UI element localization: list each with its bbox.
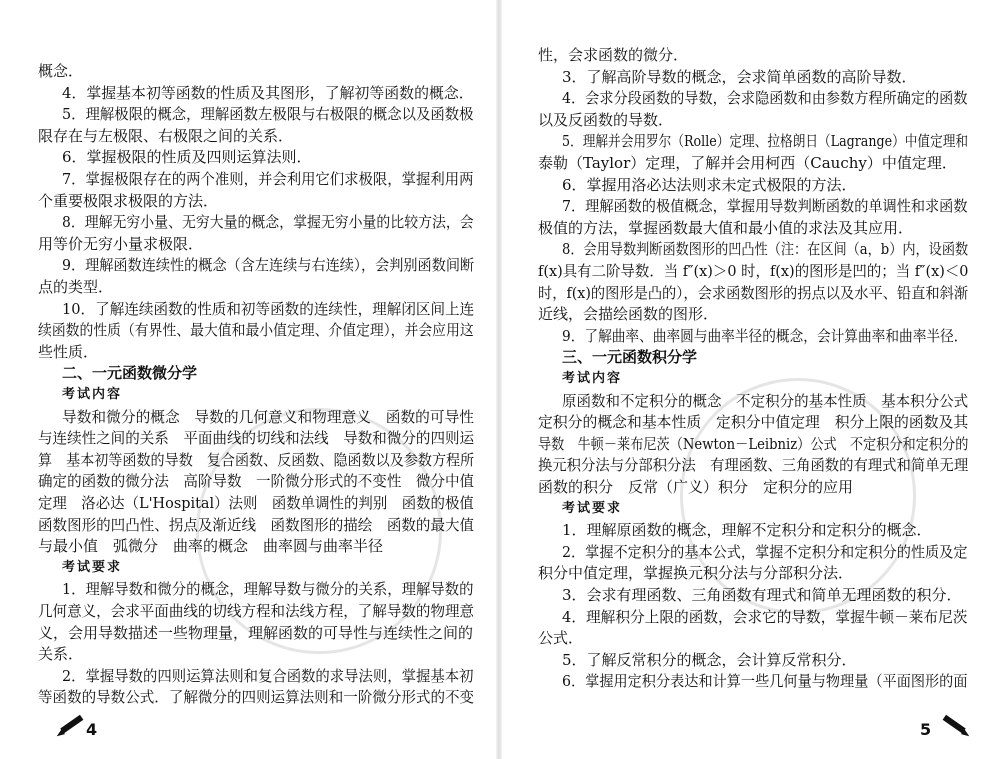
text-line: 8．会用导数判断函数图形的凹凸性（注：在区间（a，b）内，设函数	[562, 240, 969, 259]
text-line: 1．理解原函数的概念，理解不定积分和定积分的概念．	[562, 521, 932, 540]
text-line: 时，f(x)的图形是凸的），会求函数图形的拐点以及水平、铅直和斜渐	[538, 283, 969, 302]
text-line: 确定的函数的微分法 高阶导数 一阶微分形式的不变性 微分中值	[38, 472, 475, 491]
text-line: 与连续性之间的关系 平面曲线的切线和法线 导数和微分的四则运	[38, 429, 475, 448]
text-line: 4．会求分段函数的导数，会求隐函数和由参数方程所确定的函数	[562, 89, 968, 108]
text-line: 以及反函数的导数．	[538, 110, 674, 129]
text-line: 考试要求	[562, 500, 623, 516]
text-line: 导数 牛顿－莱布尼茨（Newton－Leibniz）公式 不定积分和定积分的	[538, 434, 969, 453]
text-line: 4．掌握基本初等函数的性质及其图形，了解初等函数的概念．	[62, 83, 474, 102]
right-page	[500, 0, 1000, 759]
text-line: 原函数和不定积分的概念 不定积分的基本性质 基本积分公式	[562, 391, 969, 410]
text-line: 6．掌握用定积分表达和计算一些几何量与物理量（平面图形的面	[562, 672, 968, 691]
text-line: 换元积分法与分部积分法 有理函数、三角函数的有理式和简单无理	[538, 456, 969, 475]
text-line: 公式．	[538, 629, 584, 648]
text-line: 函数图形的凹凸性、拐点及渐近线 函数图形的描绘 函数的最大值	[38, 515, 475, 534]
text-line: 关系．	[38, 645, 84, 664]
text-line: 泰勒（Taylor）定理，了解并会用柯西（Cauchy）中值定理．	[538, 154, 957, 172]
text-line: 导数和微分的概念 导数的几何意义和物理意义 函数的可导性	[62, 407, 475, 426]
pencil-icon	[940, 725, 970, 737]
text-line: 考试要求	[62, 559, 123, 575]
text-line: 6．掌握极限的性质及四则运算法则．	[62, 148, 312, 167]
text-line: 义，会用导数描述一些物理量，理解函数的可导性与连续性之间的	[38, 623, 474, 642]
page-number-left: 4	[86, 720, 98, 739]
text-line: 5．理解并会用罗尔（Rolle）定理、拉格朗日（Lagrange）中值定理和	[562, 132, 969, 151]
text-line: 算 基本初等函数的导数 复合函数、反函数、隐函数以及参数方程所	[38, 450, 475, 469]
text-line: 5．理解极限的概念，理解函数左极限与右极限的概念以及函数极	[62, 105, 474, 124]
text-line: 些性质．	[38, 342, 99, 361]
text-line: 3．会求有理函数、三角函数有理式和简单无理函数的积分．	[562, 586, 962, 604]
text-line: 极值的方法，掌握函数最大值和最小值的求法及其应用．	[538, 218, 914, 237]
text-line: 限存在与左极限、右极限之间的关系．	[38, 126, 294, 145]
text-line: 6．掌握用洛必达法则求未定式极限的方法．	[562, 175, 857, 194]
text-line: 等函数的导数公式．了解微分的四则运算法则和一阶微分形式的不变	[38, 688, 475, 707]
text-line: 7．掌握极限存在的两个准则，并会利用它们求极限，掌握利用两	[62, 170, 474, 188]
text-line: 考试内容	[562, 371, 623, 386]
text-line: 概念．	[38, 62, 84, 80]
text-line: 9．理解函数连续性的概念（含左连续与右连续），会判别函数间断	[62, 256, 475, 275]
text-line: 个重要极限求极限的方法．	[38, 191, 219, 210]
text-line: 定积分的概念和基本性质 定积分中值定理 积分上限的函数及其	[538, 413, 969, 432]
text-line: 与最小值 弧微分 曲率的概念 曲率圆与曲率半径	[38, 537, 384, 556]
page-number-right: 5	[920, 720, 932, 739]
text-line: 5．了解反常积分的概念，会计算反常积分．	[562, 650, 857, 669]
text-line: 几何意义，会求平面曲线的切线方程和法线方程，了解导数的物理意	[38, 602, 475, 620]
text-line: 2．掌握不定积分的基本公式，掌握不定积分和定积分的性质及定	[562, 542, 968, 561]
text-line: 3．了解高阶导数的概念，会求简单函数的高阶导数．	[562, 67, 917, 86]
text-line: 性，会求函数的微分．	[538, 46, 689, 64]
text-line: 定理 洛必达（L'Hospital）法则 函数单调性的判别 函数的极值	[38, 494, 474, 512]
text-line: 1．理解导数和微分的概念，理解导数与微分的关系，理解导数的	[62, 580, 474, 599]
text-line: 4．理解积分上限的函数，会求它的导数，掌握牛顿－莱布尼茨	[562, 607, 968, 626]
text-line: 8．理解无穷小量、无穷大量的概念，掌握无穷小量的比较方法，会	[62, 213, 474, 232]
text-line: 用等价无穷小量求极限．	[38, 234, 204, 253]
text-line: 10．了解连续函数的性质和初等函数的连续性，理解闭区间上连	[62, 299, 475, 318]
text-line: 积分中值定理，掌握换元积分法与分部积分法．	[538, 564, 854, 583]
text-line: f(x)具有二阶导数．当 f″(x)＞0 时，f(x)的图形是凹的；当 f″(x)＜0	[538, 262, 969, 280]
text-line: 近线，会描绘函数的图形．	[538, 305, 719, 324]
text-line: 函数的积分 反常（广义）积分 定积分的应用	[538, 478, 854, 496]
text-line: 7．理解函数的极值概念，掌握用导数判断函数的单调性和求函数	[562, 197, 968, 216]
text-line: 续函数的性质（有界性、最大值和最小值定理、介值定理），并会应用这	[38, 321, 474, 340]
text-line: 三、一元函数积分学	[562, 348, 698, 367]
text-line: 点的类型．	[38, 278, 114, 296]
text-line: 二、一元函数微分学	[62, 364, 198, 383]
pencil-icon	[56, 725, 86, 737]
text-line: 考试内容	[62, 387, 123, 402]
text-line: 9．了解曲率、曲率圆与曲率半径的概念，会计算曲率和曲率半径．	[562, 326, 968, 345]
text-line: 2．掌握导数的四则运算法则和复合函数的求导法则，掌握基本初	[62, 666, 474, 685]
